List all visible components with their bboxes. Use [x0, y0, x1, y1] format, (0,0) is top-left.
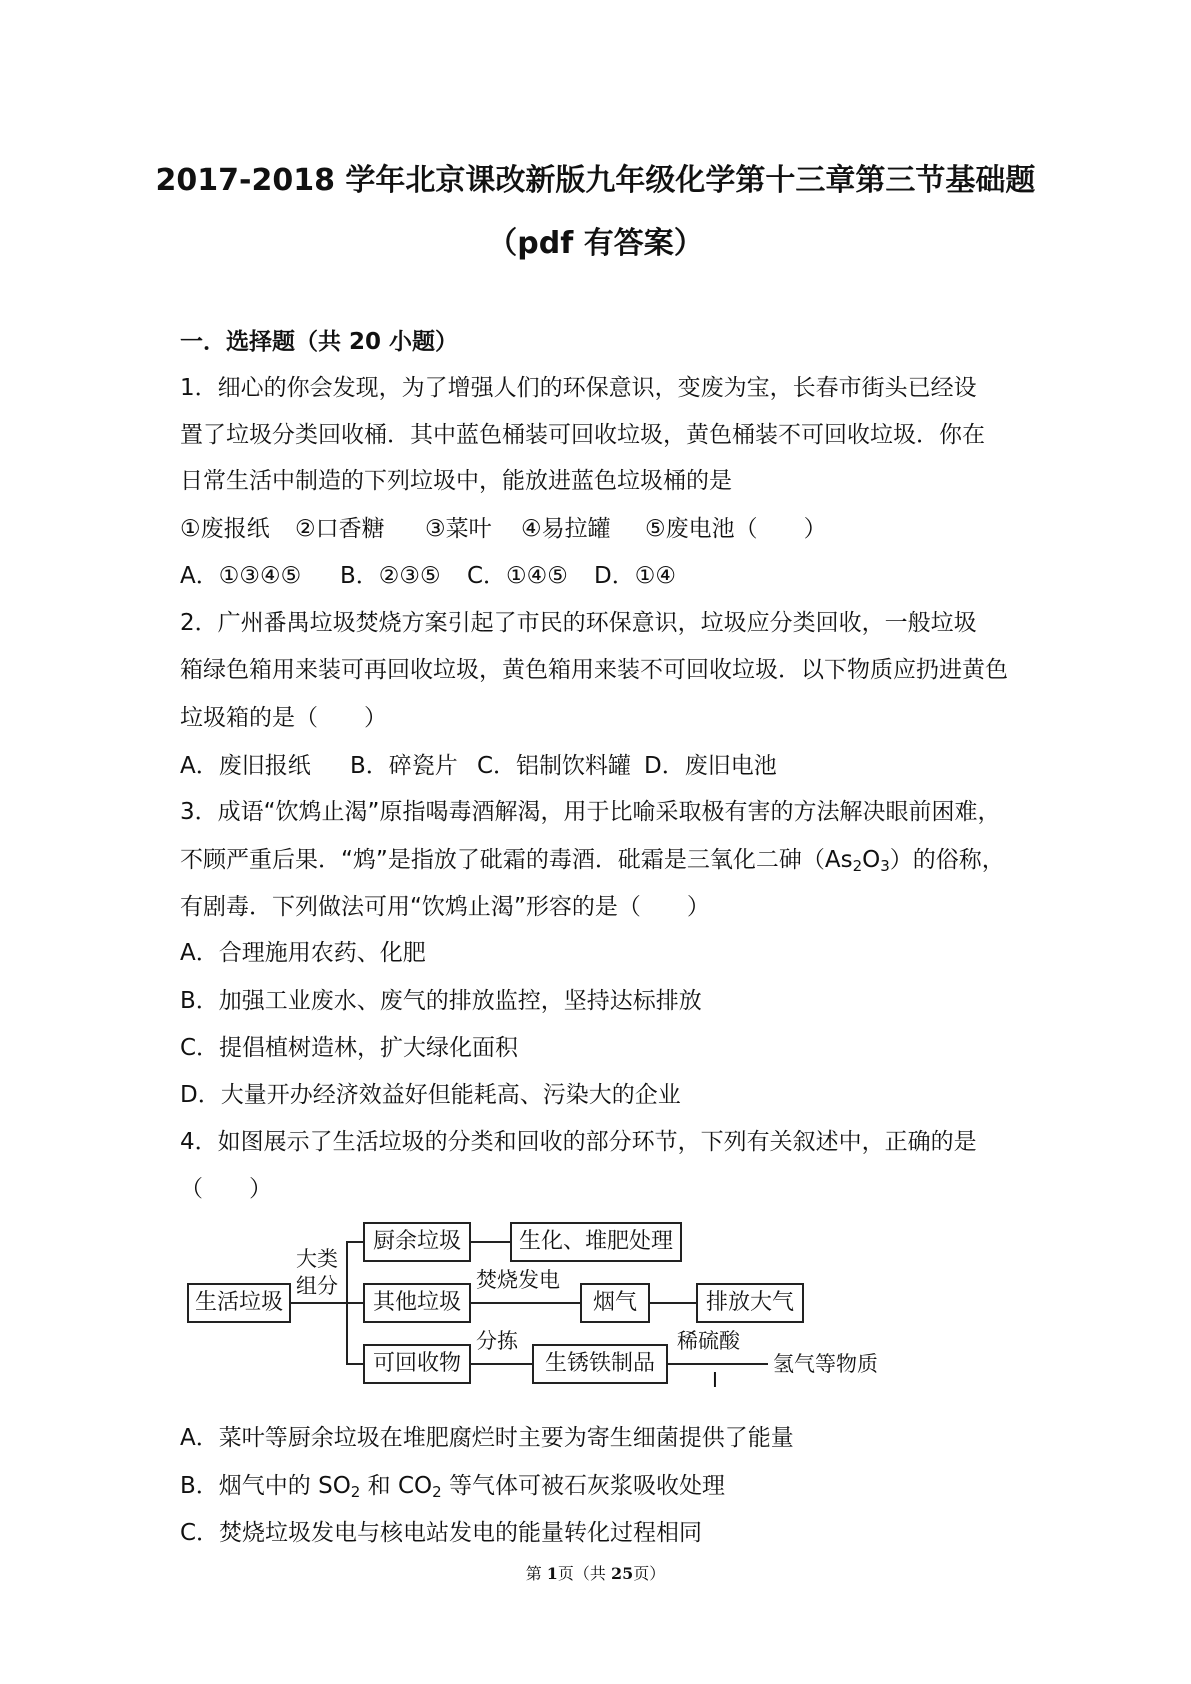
diagram-rusty-iron-box: 生锈铁制品 [532, 1344, 668, 1384]
diagram-source-box: 生活垃圾 [187, 1283, 291, 1323]
diagram-branch-label-1: 大类 [296, 1247, 338, 1271]
q3-line2-end: ）的俗称， [889, 847, 1005, 873]
q3-line2 [180, 845, 1005, 875]
document-title-line1: 2017-2018 学年北京课改新版九年级化学第十三章第三节基础题 [155, 163, 1036, 198]
diagram-hydrogen-label: 氢气等物质 [773, 1352, 878, 1376]
diagram-sort-label: 分拣 [476, 1329, 518, 1353]
q1-items [180, 514, 827, 544]
q4-option-b [180, 1471, 725, 1501]
q1-item-1: ①废报纸 [180, 516, 270, 542]
q3-subscript-2: 2 [852, 857, 863, 875]
page-number: 1 [546, 1564, 558, 1583]
q2-options [180, 751, 777, 781]
q2-option-d: D．废旧电池 [644, 753, 777, 779]
q1-item-3: ③菜叶 [425, 516, 492, 542]
page-footer [0, 1561, 1191, 1584]
q1-option-c: C．①④⑤ [467, 563, 568, 589]
q4-line2: （ ） [180, 1176, 272, 1202]
q1-line3: 日常生活中制造的下列垃圾中，能放进蓝色垃圾桶的是 [180, 468, 732, 494]
q2-option-b: B．碎瓷片 [350, 753, 458, 779]
diagram-connector [346, 1241, 363, 1243]
section-heading: 一．选择题（共 20 小题） [180, 329, 459, 355]
q1-option-d: D．①④ [594, 563, 676, 589]
q4-option-b-end: 等气体可被石灰浆吸收处理 [441, 1473, 725, 1499]
q2-option-c: C．铝制饮料罐 [477, 753, 632, 779]
q1-line2: 置了垃圾分类回收桶．其中蓝色桶装可回收垃圾，黄色桶装不可回收垃圾．你在 [180, 422, 985, 448]
q4-line1: 4．如图展示了生活垃圾的分类和回收的部分环节，下列有关叙述中，正确的是 [180, 1129, 977, 1155]
q3-line3: 有剧毒．下列做法可用“饮鸩止渴”形容的是（ ） [180, 894, 710, 920]
q1-option-b: B．②③⑤ [340, 563, 441, 589]
diagram-acid-label: 稀硫酸 [677, 1329, 740, 1353]
diagram-kitchen-output-box: 生化、堆肥处理 [510, 1222, 682, 1262]
diagram-connector [291, 1302, 346, 1304]
q2-line3: 垃圾箱的是（ ） [180, 705, 387, 731]
q2-option-a: A．废旧报纸 [180, 753, 311, 779]
q3-option-b: B．加强工业废水、废气的排放监控，坚持达标排放 [180, 988, 702, 1014]
diagram-smoke-box: 烟气 [580, 1283, 650, 1323]
q3-line2-oxygen: O [862, 847, 881, 873]
q2-line1: 2．广州番禺垃圾焚烧方案引起了市民的环保意识，垃圾应分类回收，一般垃圾 [180, 610, 977, 636]
q3-option-d: D．大量开办经济效益好但能耗高、污染大的企业 [180, 1082, 681, 1108]
diagram-atmosphere-box: 排放大气 [696, 1283, 804, 1323]
q1-options [180, 561, 676, 591]
q4-subscript: 2 [432, 1483, 442, 1501]
q1-option-a: A．①③④⑤ [180, 563, 302, 589]
diagram-connector [650, 1302, 696, 1304]
q1-item-4: ④易拉罐 [521, 516, 611, 542]
q4-option-b-mid: 和 CO [360, 1473, 433, 1499]
q4-option-b-text: B．烟气中的 SO [180, 1473, 351, 1499]
q1-item-5: ⑤废电池（ ） [645, 516, 827, 542]
diagram-connector [471, 1241, 510, 1243]
footer-suffix: 页） [633, 1564, 666, 1583]
diagram-connector [471, 1363, 532, 1365]
diagram-kitchen-box: 厨余垃圾 [363, 1222, 471, 1262]
q1-item-2: ②口香糖 [295, 516, 385, 542]
diagram-other-arrow-label: 焚烧发电 [476, 1268, 560, 1292]
diagram-connector [346, 1363, 363, 1365]
footer-middle: 页（共 [557, 1564, 612, 1583]
q2-line2: 箱绿色箱用来装可再回收垃圾，黄色箱用来装不可回收垃圾．以下物质应扔进黄色 [180, 657, 1008, 683]
q3-line2-text: 不顾严重后果．“鸩”是指放了砒霜的毒酒．砒霜是三氧化二砷（As [180, 847, 853, 873]
diagram-other-box: 其他垃圾 [363, 1283, 471, 1323]
diagram-connector [346, 1302, 363, 1304]
q3-subscript-3: 3 [880, 857, 890, 875]
footer-prefix: 第 [525, 1564, 547, 1583]
q4-option-a: A．菜叶等厨余垃圾在堆肥腐烂时主要为寄生细菌提供了能量 [180, 1425, 794, 1451]
diagram-connector [668, 1363, 768, 1365]
q3-option-c: C．提倡植树造林，扩大绿化面积 [180, 1035, 519, 1061]
diagram-connector [471, 1302, 580, 1304]
q4-option-c: C．焚烧垃圾发电与核电站发电的能量转化过程相同 [180, 1520, 703, 1546]
q1-line1: 1．细心的你会发现，为了增强人们的环保意识，变废为宝，长春市街头已经设 [180, 375, 977, 401]
q3-line1: 3．成语“饮鸩止渴”原指喝毒酒解渴，用于比喻采取极有害的方法解决眼前困难， [180, 799, 1001, 825]
diagram-recyclable-box: 可回收物 [363, 1344, 471, 1384]
q4-subscript: 2 [350, 1483, 361, 1501]
diagram-branch-label-2: 组分 [296, 1274, 338, 1298]
diagram-process-marker: I [712, 1368, 718, 1392]
q3-option-a: A．合理施用农药、化肥 [180, 940, 426, 966]
document-title-line2: （pdf 有答案） [487, 226, 704, 261]
page-total: 25 [611, 1564, 634, 1583]
